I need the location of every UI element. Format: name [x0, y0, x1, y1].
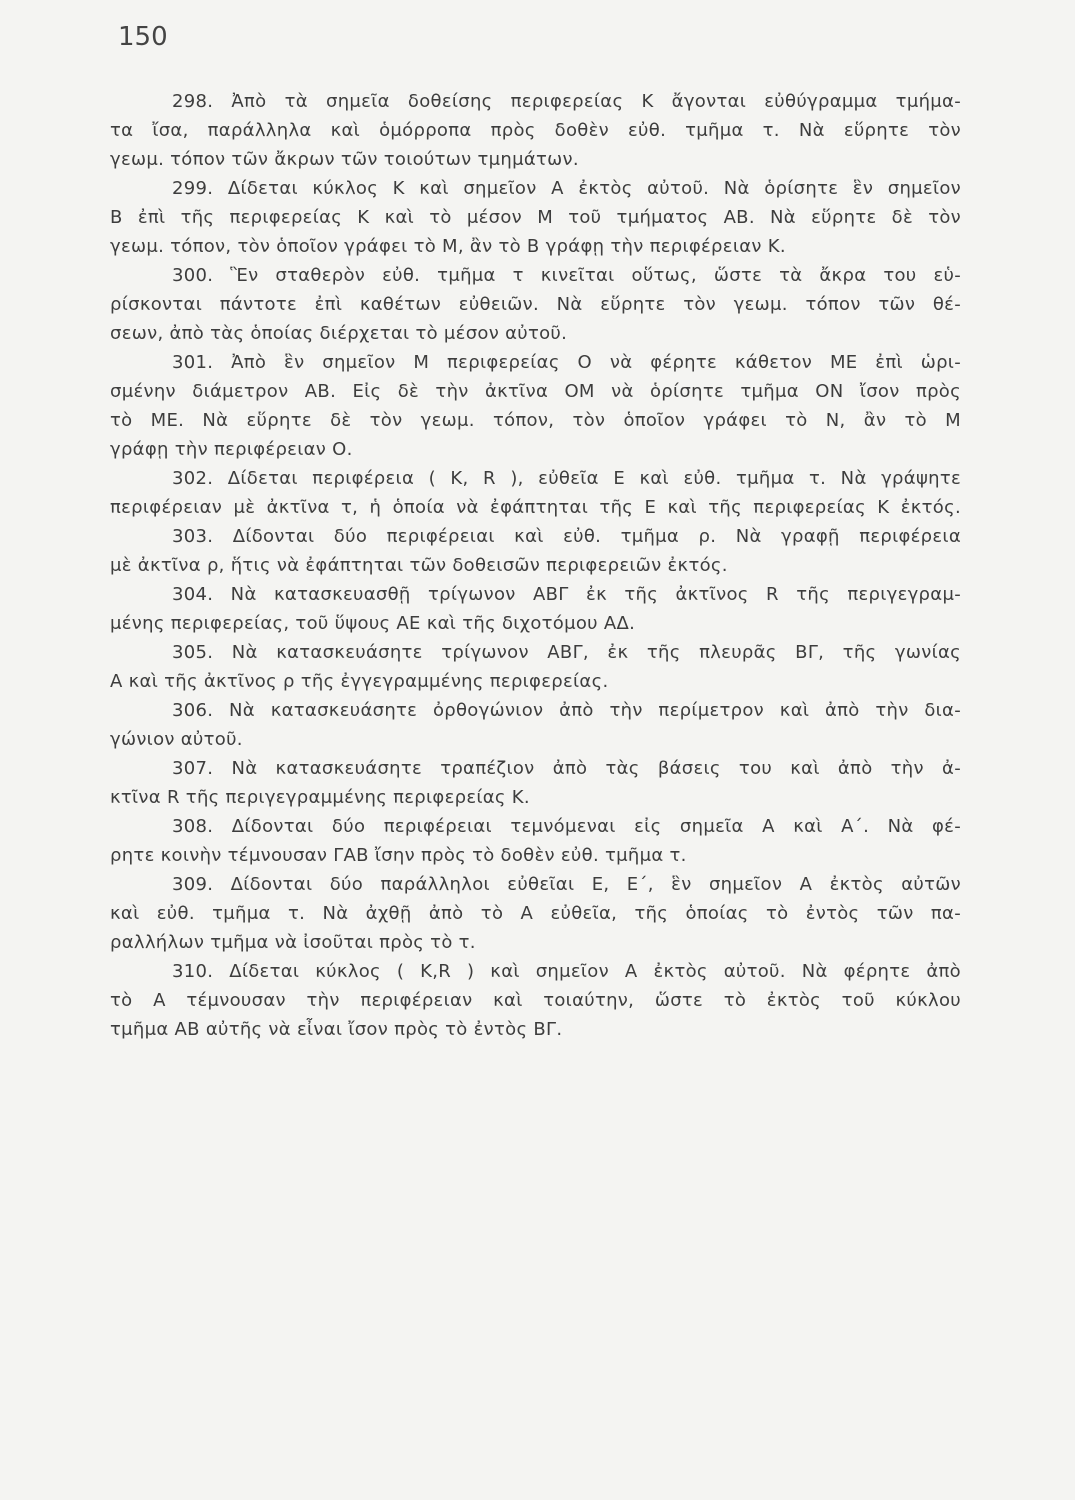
problem-308	[110, 812, 961, 870]
problem-310	[110, 957, 961, 1044]
problem-line: 305. Νὰ κατασκευάσητε τρίγωνον ΑΒΓ, ἐκ τῆς πλευρᾶς ΒΓ, τῆς γωνίας	[172, 642, 961, 663]
problem-line: 299. Δίδεται κύκλος Κ καὶ σημεῖον Α ἐκτὸς αὐτοῦ. Νὰ ὁρίσητε ἓν σημεῖον	[172, 178, 961, 199]
problem-line: καὶ εὐθ. τμῆμα τ. Νὰ ἀχθῇ ἀπὸ τὸ Α εὐθεῖα, τῆς ὁποίας τὸ ἐντὸς τῶν πα-	[110, 903, 961, 924]
problem-line: 302. Δίδεται περιφέρεια ( Κ, R ), εὐθεῖα Ε καὶ εὐθ. τμῆμα τ. Νὰ γράψητε	[172, 468, 961, 489]
problem-line: 310. Δίδεται κύκλος ( Κ,R ) καὶ σημεῖον Α ἐκτὸς αὐτοῦ. Νὰ φέρητε ἀπὸ	[172, 961, 961, 982]
problem-line: ρίσκονται πάντοτε ἐπὶ καθέτων εὐθειῶν. Νὰ εὕρητε τὸν γεωμ. τόπον τῶν θέ-	[110, 294, 961, 315]
problem-303	[110, 522, 961, 580]
problem-line: γώνιον αὐτοῦ.	[110, 729, 243, 750]
problem-line: τμῆμα ΑΒ αὐτῆς νὰ εἶναι ἴσον πρὸς τὸ ἐντὸς ΒΓ.	[110, 1019, 563, 1040]
problem-line: μὲ ἀκτῖνα ρ, ἥτις νὰ ἐφάπτηται τῶν δοθεισῶν περιφερειῶν ἐκτός.	[110, 555, 728, 576]
problem-line: τὸ Α τέμνουσαν τὴν περιφέρειαν καὶ τοιαύτην, ὥστε τὸ ἐκτὸς τοῦ κύκλου	[110, 990, 961, 1011]
problem-line: τα ἴσα, παράλληλα καὶ ὁμόρροπα πρὸς δοθὲν εὐθ. τμῆμα τ. Νὰ εὕρητε τὸν	[110, 120, 961, 141]
problem-298	[110, 87, 961, 174]
problem-299	[110, 174, 961, 261]
problem-line: 308. Δίδονται δύο περιφέρειαι τεμνόμεναι εἰς σημεῖα Α καὶ Α΄. Νὰ φέ-	[172, 816, 961, 837]
problem-line: 307. Νὰ κατασκευάσητε τραπέζιον ἀπὸ τὰς βάσεις του καὶ ἀπὸ τὴν ἀ-	[172, 758, 961, 779]
problem-line: γράφῃ τὴν περιφέρειαν Ο.	[110, 439, 353, 460]
problem-line: 301. Ἀπὸ ἓν σημεῖον Μ περιφερείας Ο νὰ φέρητε κάθετον ΜΕ ἐπὶ ὡρι-	[172, 352, 961, 373]
problem-line: 306. Νὰ κατασκευάσητε ὀρθογώνιον ἀπὸ τὴν περίμετρον καὶ ἀπὸ τὴν δια-	[172, 700, 961, 721]
problem-300	[110, 261, 961, 348]
problem-line: 304. Νὰ κατασκευασθῇ τρίγωνον ΑΒΓ ἐκ τῆς ἀκτῖνος R τῆς περιγεγραμ-	[172, 584, 961, 605]
problem-line: Α καὶ τῆς ἀκτῖνος ρ τῆς ἐγγεγραμμένης περιφερείας.	[110, 671, 609, 692]
problem-list	[110, 87, 961, 1044]
problem-305	[110, 638, 961, 696]
problem-line: 300. Ἓν σταθερὸν εὐθ. τμῆμα τ κινεῖται οὕτως, ὥστε τὰ ἄκρα του εὑ-	[172, 265, 961, 286]
problem-line: 298. Ἀπὸ τὰ σημεῖα δοθείσης περιφερείας Κ ἄγονται εὐθύγραμμα τμήμα-	[172, 91, 961, 112]
problem-line: περιφέρειαν μὲ ἀκτῖνα τ, ἡ ὁποία νὰ ἐφάπτηται τῆς Ε καὶ τῆς περιφερείας Κ ἐκτός.	[110, 497, 961, 518]
problem-302	[110, 464, 961, 522]
problem-line: γεωμ. τόπον, τὸν ὁποῖον γράφει τὸ Μ, ἂν τὸ Β γράφῃ τὴν περιφέρειαν Κ.	[110, 236, 786, 257]
page-number: 150	[118, 22, 168, 52]
problem-307	[110, 754, 961, 812]
problem-309	[110, 870, 961, 957]
problem-line: μένης περιφερείας, τοῦ ὕψους ΑΕ καὶ τῆς διχοτόμου ΑΔ.	[110, 613, 636, 634]
problem-line: τὸ ΜΕ. Νὰ εὕρητε δὲ τὸν γεωμ. τόπον, τὸν ὁποῖον γράφει τὸ Ν, ἂν τὸ Μ	[110, 410, 961, 431]
problem-301	[110, 348, 961, 464]
problem-304	[110, 580, 961, 638]
problem-line: Β ἐπὶ τῆς περιφερείας Κ καὶ τὸ μέσον Μ τοῦ τμήματος ΑΒ. Νὰ εὕρητε δὲ τὸν	[110, 207, 961, 228]
problem-line: ραλλήλων τμῆμα νὰ ἰσοῦται πρὸς τὸ τ.	[110, 932, 476, 953]
problem-line: ρητε κοινὴν τέμνουσαν ΓΑΒ ἴσην πρὸς τὸ δοθὲν εὐθ. τμῆμα τ.	[110, 845, 687, 866]
problem-line: σεων, ἀπὸ τὰς ὁποίας διέρχεται τὸ μέσον αὐτοῦ.	[110, 323, 568, 344]
problem-306	[110, 696, 961, 754]
problem-line: κτῖνα R τῆς περιγεγραμμένης περιφερείας Κ.	[110, 787, 530, 808]
problem-line: 309. Δίδονται δύο παράλληλοι εὐθεῖαι Ε, Ε΄, ἓν σημεῖον Α ἐκτὸς αὐτῶν	[172, 874, 961, 895]
problem-line: 303. Δίδονται δύο περιφέρειαι καὶ εὐθ. τμῆμα ρ. Νὰ γραφῇ περιφέρεια	[172, 526, 961, 547]
problem-line: γεωμ. τόπον τῶν ἄκρων τῶν τοιούτων τμημάτων.	[110, 149, 579, 170]
problem-line: σμένην διάμετρον ΑΒ. Εἰς δὲ τὴν ἀκτῖνα ΟΜ νὰ ὁρίσητε τμῆμα ΟΝ ἴσον πρὸς	[110, 381, 961, 402]
